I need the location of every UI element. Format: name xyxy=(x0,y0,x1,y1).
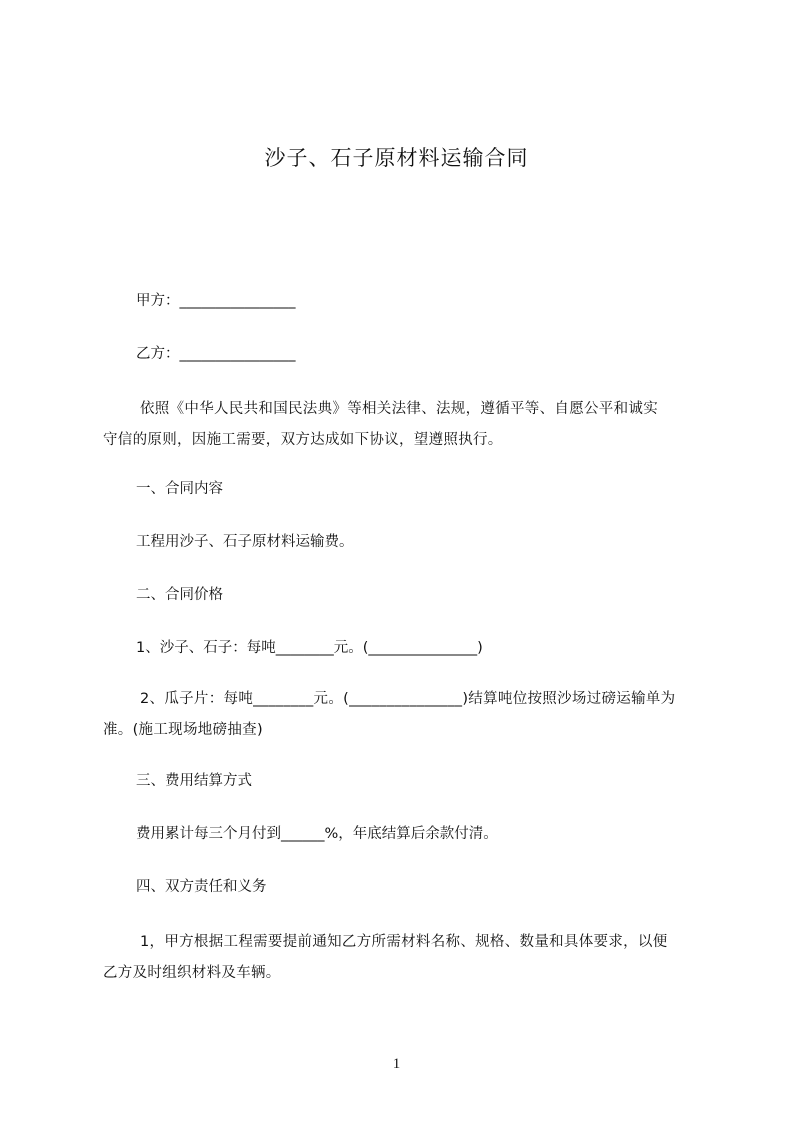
price-item-2-line-2 xyxy=(103,715,723,746)
duty-item-1-text-2: 乙方及时组织材料及车辆。 xyxy=(103,965,281,981)
price-item-2-line-1 xyxy=(103,684,723,715)
price-item-2 xyxy=(103,684,723,746)
intro-text-1: 依照《中华人民共和国民法典》等相关法律、法规，遵循平等、自愿公平和诚实 xyxy=(140,401,658,417)
intro-line-1 xyxy=(103,394,723,425)
page-number: 1 xyxy=(392,1056,401,1072)
section-1-body: 工程用沙子、石子原材料运输费。 xyxy=(136,534,354,550)
duty-item-1-line-2 xyxy=(103,958,723,989)
price-item-2-text-1: 2、瓜子片：每吨________元。(_______________)结算吨位按照沙场过磅运输单为 xyxy=(140,691,676,707)
section-2-heading: 二、合同价格 xyxy=(136,587,223,603)
section-1-heading: 一、合同内容 xyxy=(136,481,223,497)
party-a-line: 甲方：________________ xyxy=(136,293,296,309)
document-title: 沙子、石子原材料运输合同 xyxy=(264,146,529,170)
section-3-body: 费用累计每三个月付到______%，年底结算后余款付清。 xyxy=(136,826,498,842)
duty-item-1-text-1: 1，甲方根据工程需要提前通知乙方所需材料名称、规格、数量和具体要求，以便 xyxy=(140,934,668,950)
price-item-1: 1、沙子、石子：每吨________元。(_______________) xyxy=(136,640,483,656)
duty-item-1 xyxy=(103,927,723,989)
section-3-heading: 三、费用结算方式 xyxy=(136,773,252,789)
intro-paragraph xyxy=(103,394,723,456)
duty-item-1-line-1 xyxy=(103,927,723,958)
intro-text-2: 守信的原则，因施工需要，双方达成如下协议，望遵照执行。 xyxy=(103,432,503,448)
section-4-heading: 四、双方责任和义务 xyxy=(136,879,267,895)
party-b-line: 乙方：________________ xyxy=(136,346,296,362)
intro-line-2 xyxy=(103,425,723,456)
price-item-2-text-2: 准。(施工现场地磅抽查) xyxy=(103,722,263,738)
